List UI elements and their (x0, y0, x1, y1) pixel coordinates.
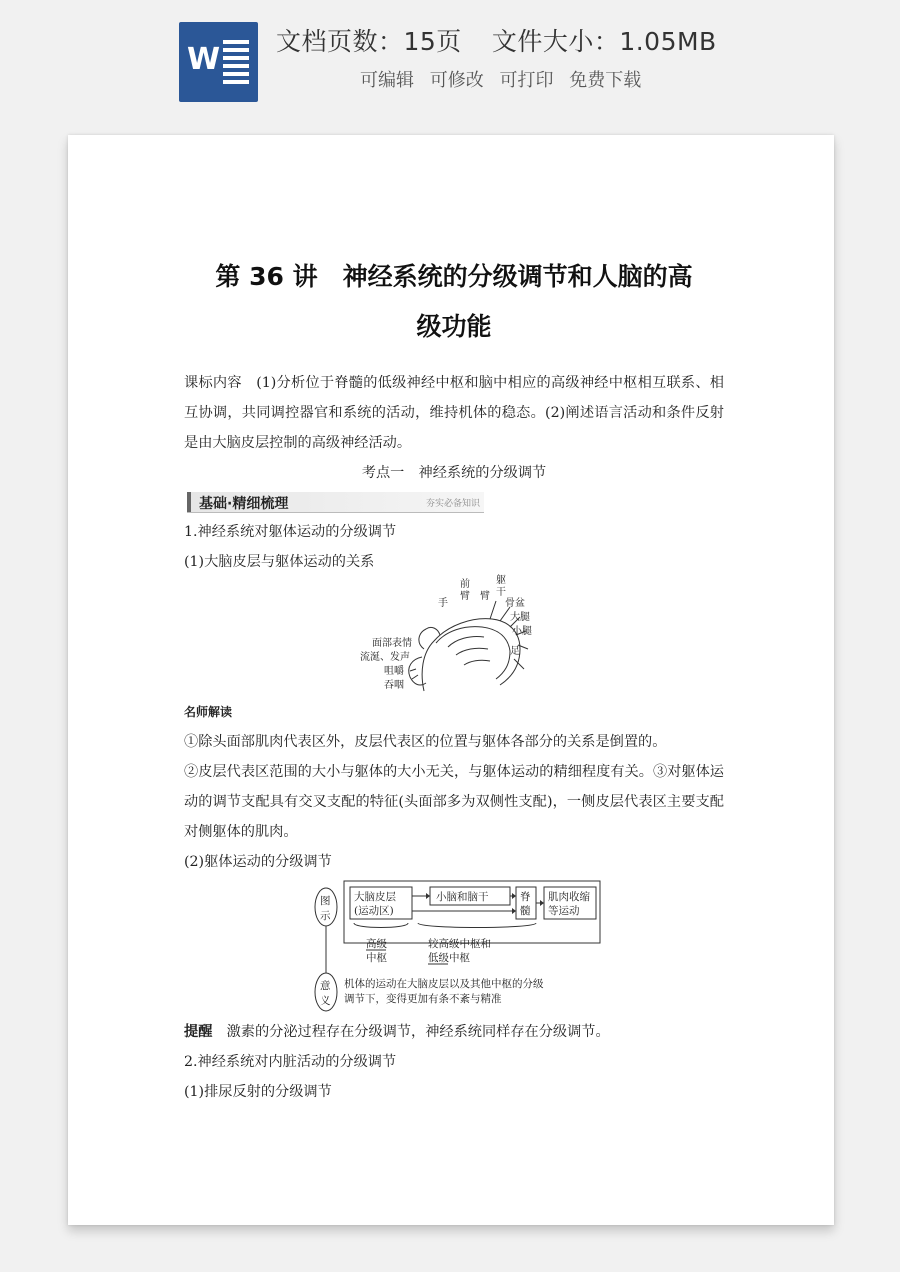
label-low-a: 较高级中枢和 (428, 938, 491, 950)
title-line-2: 级功能 (416, 312, 492, 341)
feature-printable: 可打印 (499, 70, 554, 91)
label-swallow: 吞咽 (384, 680, 404, 691)
box1-line-b: (运动区) (354, 905, 394, 917)
section-bar (187, 492, 484, 513)
box3-line-b: 髓 (520, 905, 531, 917)
label-face: 面部表情 (372, 638, 412, 649)
word-doc-icon (179, 22, 258, 102)
label-hand: 手 (438, 598, 448, 609)
title-line-1: 第 36 讲 神经系统的分级调节和人脑的高 (215, 262, 693, 291)
label-chew: 咀嚼 (384, 666, 404, 677)
label-calf: 小腿 (512, 626, 532, 637)
heading-2-1: (1)排尿反射的分级调节 (184, 1084, 332, 1100)
label-shi: 示 (320, 910, 331, 922)
cortex-inner (436, 627, 510, 679)
box4-line-b: 等运动 (548, 905, 580, 917)
tip-label: 提醒 (184, 1024, 213, 1040)
label-yi2: 义 (320, 995, 331, 1007)
word-logo-lines (223, 40, 249, 88)
label-low-b: 低级中枢 (428, 952, 470, 964)
box3-line-a: 脊 (520, 891, 531, 903)
feature-list (360, 66, 651, 92)
heading-1-2: (2)躯体运动的分级调节 (184, 854, 332, 870)
teacher-heading: 名师解读 (184, 705, 233, 719)
heading-1-1: (1)大脑皮层与躯体运动的关系 (184, 554, 375, 570)
label-forearm-a: 前 (460, 579, 470, 590)
document-page (68, 135, 834, 1225)
tip-text: 激素的分泌过程存在分级调节，神经系统同样存在分级调节。 (212, 1024, 610, 1040)
point-heading: 考点一 神经系统的分级调节 (361, 465, 547, 481)
box1-line-a: 大脑皮层 (354, 891, 396, 903)
box2-text: 小脑和脑干 (436, 891, 489, 903)
section-bar-label: 基础·精细梳理 (199, 496, 289, 512)
word-logo-letter: W (187, 42, 221, 77)
feature-editable: 可编辑 (360, 70, 414, 91)
label-forearm-b: 臂 (460, 591, 470, 602)
download-banner (0, 0, 900, 125)
heading-2: 2.神经系统对内脏活动的分级调节 (184, 1054, 397, 1070)
label-arm: 臂 (480, 591, 490, 602)
box4-line-a: 肌肉收缩 (548, 891, 590, 903)
feature-free-download: 免费下载 (569, 70, 642, 91)
label-high-a: 高级 (366, 938, 387, 950)
page-count: 文档页数：15页 (276, 27, 462, 56)
label-drool-voice: 流涎、发声 (360, 652, 410, 663)
brackets (354, 923, 536, 928)
file-size: 文件大小：1.05MB (491, 27, 717, 56)
cortex-folds (448, 636, 490, 665)
label-pelvis: 骨盆 (505, 598, 525, 609)
label-tu: 图 (320, 895, 331, 907)
teacher-point-2: ②皮层代表区范围的大小与躯体的大小无关，与躯体运动的精细程度有关。③对躯体运动的调节支配具有交叉支配的特征(头面部多为双侧性支配)，一侧皮层代表区主要支配对侧躯体的肌肉。 (184, 764, 724, 840)
section-bar-mark (187, 492, 191, 512)
meaning-line-b: 调节下，变得更加有条不紊与精准 (344, 993, 502, 1005)
section-bar-note: 夯实必备知识 (425, 499, 480, 509)
label-trunk-b: 干 (496, 587, 506, 598)
label-foot: 足 (510, 646, 520, 657)
curriculum-paragraph: 课标内容 (1)分析位于脊髓的低级神经中枢和脑中相应的高级神经中枢相互联系、相互协调，共同调控器官和系统的活动，维持机体的稳态。(2)阐述语言活动和条件反射是由大脑皮层控制的高级神经活动。 (184, 375, 724, 451)
label-thigh: 大腿 (510, 612, 530, 623)
meaning-line-a: 机体的运动在大脑皮层以及其他中枢的分级 (344, 978, 544, 990)
file-info (276, 22, 717, 58)
document-title (184, 252, 724, 352)
feature-modifiable: 可修改 (429, 70, 484, 91)
label-trunk-a: 躯 (496, 575, 506, 586)
tip-paragraph (184, 1017, 724, 1047)
motor-hierarchy-diagram (314, 879, 604, 1019)
motor-cortex-figure (360, 573, 540, 693)
teacher-point-1: ①除头面部肌肉代表区外，皮层代表区的位置与躯体各部分的关系是倒置的。 (184, 734, 667, 750)
label-yi: 意 (320, 980, 331, 992)
heading-1: 1.神经系统对躯体运动的分级调节 (184, 524, 397, 540)
label-high-b: 中枢 (366, 952, 387, 964)
